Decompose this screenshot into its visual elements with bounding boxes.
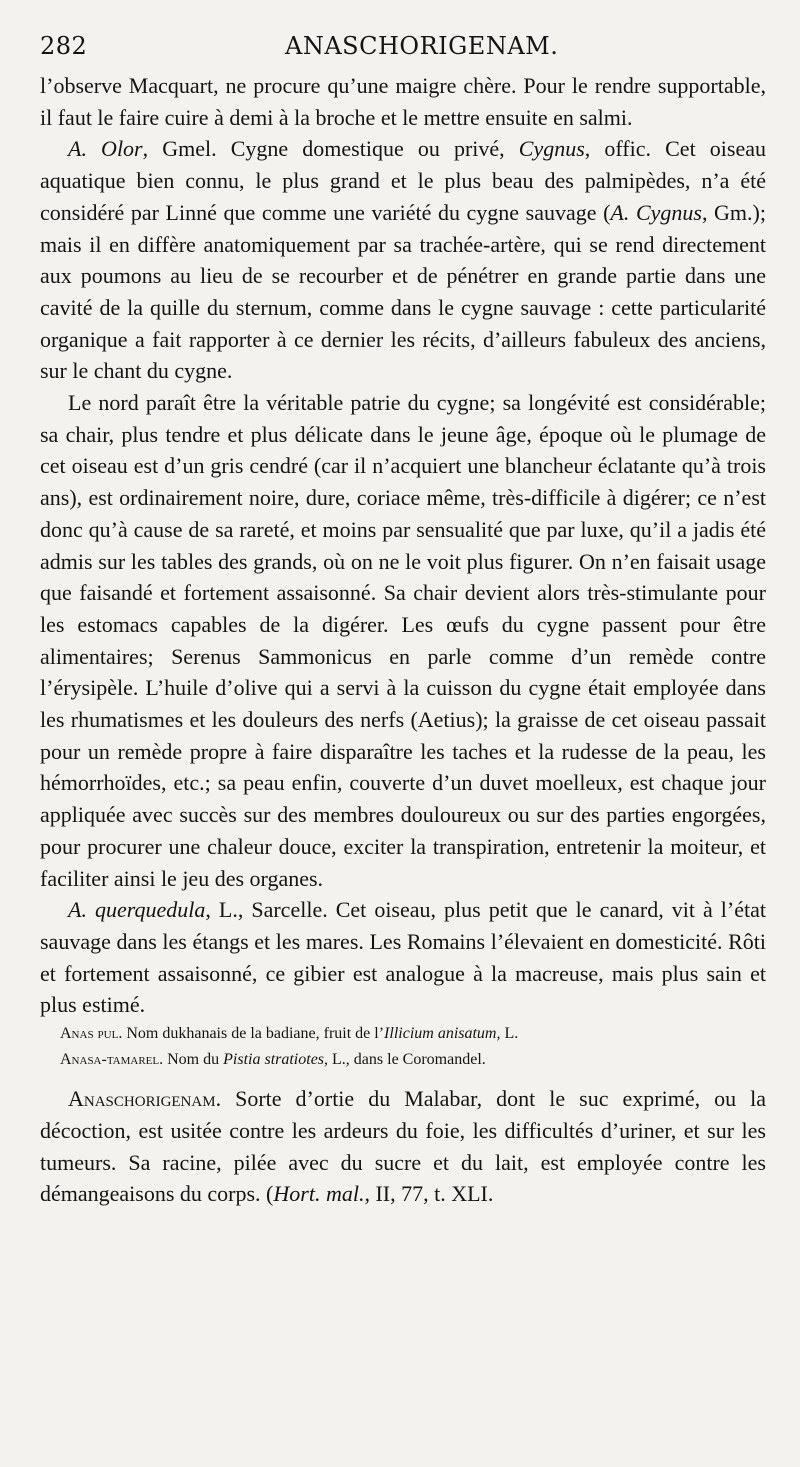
entry-olor [40,133,766,387]
paragraph-cygne: Le nord paraît être la véritable patrie du cygne; sa longévité est considérable; sa chair, plus tendre et plus délicate dans le jeune âge, époque où le plumage de cet oiseau est d’un gris cendré (car il n’acquiert une blancheur éclatante qu’à trois ans), est ordinairement noire, dure, coriace même, très-difficile à digérer; ce n’est donc qu’à cause de sa rareté, et moins par sensualité que par luxe, qu’il a jadis été admis sur les tables des grands, où on ne le voit plus figurer. On n’en faisait usage que faisandé et fortement assaisonné. Sa chair devient alors très-stimulante pour les estomacs capables de la digérer. Les œufs du cygne passent pour être alimentaires; Serenus Sammonicus en parle comme d’un remède contre l’érysipèle. L’huile d’olive qui a servi à la cuisson du cygne était employée dans les rhumatismes et les douleurs des nerfs (Aetius); la graisse de cet oiseau passait pour un remède propre à faire disparaître les taches et la rudesse de la peau, les hémorrhoïdes, etc.; sa peau enfin, couverte d’un duvet moelleux, est chaque jour appliquée avec succès sur des membres douloureux ou sur des parties engorgées, pour procurer une chaleur douce, exciter la transpiration, entretenir la moiteur, et faciliter ainsi le jeu des organes. [40,390,766,891]
cross-reference-anasa-tamarel [40,1047,766,1073]
running-head [40,30,766,66]
entry-querquedula [40,894,766,1021]
source-reference: Hort. mal. [273,1181,365,1207]
cross-reference-anas-pul [40,1021,766,1047]
entry-anaschorigenam [40,1083,766,1210]
text-run: Nom du [163,1051,224,1069]
entry-term: Anaschorigenam. [68,1086,222,1112]
paragraph-continuation: l’observe Macquart, ne procure qu’une maigre chère. Pour le rendre supportable, il faut le faire cuire à demi à la broche et le mettre ensuite en salmi. [40,73,766,130]
text-run: , L., Sarcelle. Cet oiseau, plus petit que le canard, vit à l’état sauvage dans les étangs et les mares. Les Romains l’élevaient en domesticité. Rôti et fortement assaisonné, ce gibier est analogue à la macreuse, mais plus sain et plus estimé. [40,897,766,1018]
text-run: , Gm.); mais il en diffère anatomiquement par sa trachée-artère, qui se rend directement aux poumons au lieu de se recourber et de pénétrer en grande partie dans une cavité de la quille du sternum, comme dans le cygne sauvage : cette particularité organique a fait rapporter à ce dernier les récits, d’ailleurs fabuleux des anciens, sur le chant du cygne. [40,199,766,384]
spacer [40,1073,766,1083]
text-run: L. [500,1025,519,1043]
species-reference: A. Cygnus [610,199,702,225]
page-number: 282 [40,32,88,60]
latin-name: Pistia stratiotes [223,1051,325,1069]
running-title: ANASCHORIGENAM. [285,32,559,60]
text-run: , II, 77, t. XLI. [364,1181,494,1207]
species-name: A. Olor [68,136,143,162]
species-name: A. querquedula [68,897,206,923]
cross-reference-term: Anasa-tamarel. [60,1051,164,1069]
text-run: , Gmel. Cygne domestique ou privé, [142,136,519,162]
text-run: , offic. Cet oiseau aquatique bien connu, le plus grand et le plus beau des palmipèdes, n’a été considéré par Linné que comme une variété du cygne sauvage ( [40,136,766,225]
body-text [40,70,766,1210]
cross-reference-term: Anas pul. [60,1025,123,1043]
text-run: Sorte d’ortie du Malabar, dont le suc exprimé, ou la décoction, est usitée contre les ardeurs du foie, les difficultés d’uriner, et sur les tumeurs. Sa racine, pilée avec du sucre et du lait, est employée contre les démangeaisons du corps. ( [40,1086,766,1207]
latin-name: Cygnus [518,136,585,162]
text-run: Nom dukhanais de la badiane, fruit de l’ [122,1025,385,1043]
latin-name: Illicium anisatum, [384,1025,501,1043]
text-run: , L., dans le Coromandel. [324,1051,486,1069]
